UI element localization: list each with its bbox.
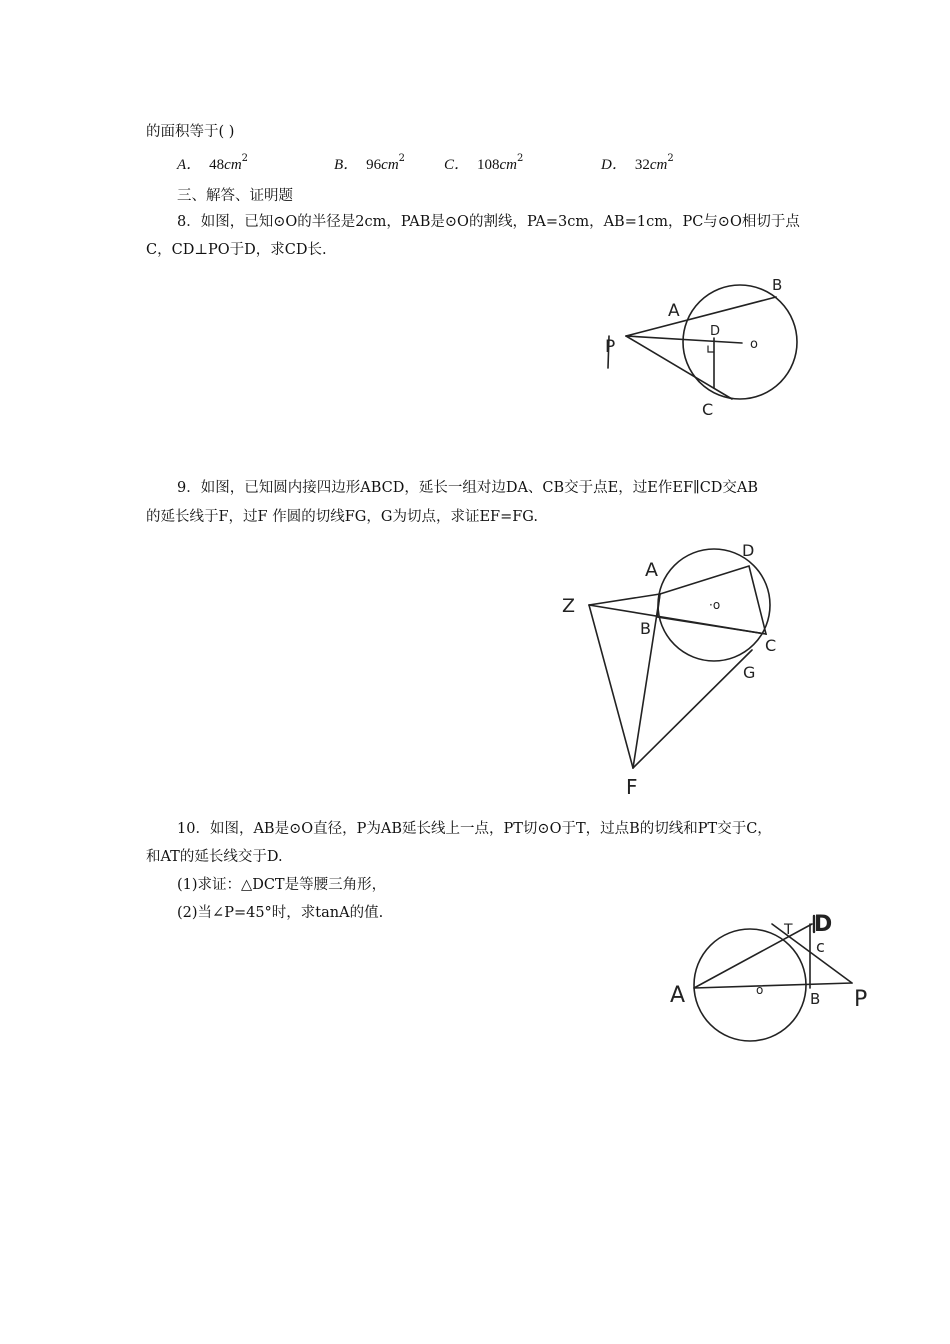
option-unit: cm [224, 157, 242, 173]
q7-option-d [601, 153, 674, 174]
q7-option-c [444, 153, 523, 174]
q9-label-e: Z [562, 595, 576, 617]
q9-line-ef [589, 605, 633, 768]
q9-line-ea [589, 594, 660, 605]
q9-label-f: F [626, 775, 638, 799]
q8-circle [683, 285, 797, 399]
q8-label-b: B [772, 276, 783, 294]
q10-label-p: P [854, 987, 868, 1012]
q10-text-line1: 10．如图，AB是⊙O直径，P为AB延长线上一点，PT切⊙O于T，过点B的切线和PT交于C， [177, 821, 772, 837]
section-heading: 三、解答、证明题 [177, 188, 293, 204]
option-value: 48 [209, 157, 225, 173]
q7-option-a [177, 153, 248, 174]
q8-secant-pab [626, 297, 776, 336]
q9-label-b: B [640, 619, 651, 638]
q8-label-p: P [605, 337, 616, 357]
option-unit: cm [381, 157, 399, 173]
q10-label-t: T [784, 922, 793, 938]
q10-label-b: B [810, 990, 821, 1008]
q8-label-d: D [710, 324, 721, 339]
q9-label-d: D [742, 541, 755, 560]
option-letter: A． [177, 157, 202, 173]
option-unit: cm [649, 157, 668, 173]
q7-question-tail: 的面积等于( ) [146, 124, 235, 140]
option-letter: D． [601, 157, 627, 173]
q9-tangent-fg [633, 650, 752, 768]
q9-figure [556, 538, 796, 800]
option-exponent: 2 [667, 153, 674, 164]
q8-text-line1: 8．如图，已知⊙O的半径是2cm，PAB是⊙O的割线，PA=3cm，AB=1cm，PC与⊙O相切于点 [177, 214, 800, 230]
option-value: 96 [366, 157, 382, 173]
q10-label-a: A [670, 983, 686, 1008]
option-exponent: 2 [241, 153, 249, 164]
option-letter: B． [334, 157, 359, 173]
option-unit: cm [499, 157, 518, 173]
q7-option-b [334, 153, 405, 174]
q8-right-angle-mark [708, 346, 714, 352]
option-exponent: 2 [517, 153, 524, 164]
q10-text-line2: 和AT的延长线交于D. [146, 849, 283, 865]
q9-text-line2: 的延长线于F，过F 作圆的切线FG，G为切点，求证EF=FG. [146, 509, 538, 525]
q8-figure [596, 270, 816, 430]
q8-text-line2: C，CD⊥PO于D，求CD长. [146, 242, 327, 258]
q9-text-line1: 9．如图，已知圆内接四边形ABCD，延长一组对边DA、CB交于点E，过E作EF∥CD交AB [177, 480, 759, 496]
q8-label-o: o [750, 337, 758, 352]
option-value: 32 [634, 157, 650, 173]
q8-label-a: A [668, 301, 680, 321]
q9-label-g: G [743, 663, 756, 682]
q9-label-o: ·o [709, 598, 721, 612]
q10-subquestion-1: (1)求证：△DCT是等腰三角形， [177, 877, 387, 893]
q8-label-c: C [702, 400, 714, 419]
q10-label-c: c [816, 937, 825, 956]
q9-label-c: C [765, 636, 777, 655]
option-value: 108 [477, 157, 500, 173]
q10-label-d: D [814, 912, 833, 937]
option-exponent: 2 [398, 153, 406, 164]
q9-label-a: A [645, 559, 658, 581]
q9-line-ec [589, 605, 766, 634]
q10-figure [664, 910, 884, 1046]
option-letter: C． [444, 157, 470, 173]
q10-diameter-ap [694, 983, 852, 988]
q10-label-o: o [756, 983, 764, 997]
q8-tangent-pc [626, 336, 732, 399]
q10-subquestion-2: (2)当∠P=45°时，求tanA的值. [177, 905, 384, 921]
q10-line-at-d [694, 924, 812, 988]
